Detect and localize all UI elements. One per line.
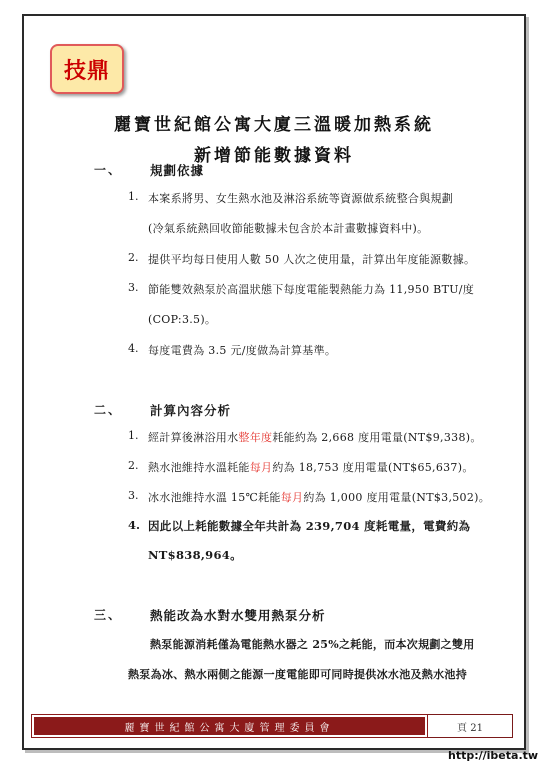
section3-heading: 熱能改為水對水雙用熱泵分析 — [150, 608, 326, 623]
document-page — [22, 14, 526, 750]
s1-item3-text: 節能雙效熱泵於高溫狀態下每度電能製熱能力為 11,950 BTU/度 — [148, 283, 475, 296]
s2-item3-num: 3. — [128, 489, 139, 502]
highlight-text: 每月 — [280, 491, 304, 504]
document-subtitle: 新增節能數據資料 — [194, 146, 354, 166]
company-logo — [50, 44, 124, 94]
logo-text: 技鼎 — [63, 58, 110, 84]
s2-item3-text: 冰水池維持水溫 15℃耗能每月約為 1,000 度用電量(NT$3,502)。 — [148, 491, 491, 504]
s1-item4-text: 每度電費為 3.5 元/度做為計算基準。 — [148, 344, 337, 357]
s1-item4-num: 4. — [128, 342, 139, 355]
s1-item1-cont: (冷氣系統熱回收節能數據未包含於本計畫數據資料中)。 — [148, 222, 429, 235]
s3-para-line2: 熱泵為冰、熱水兩側之能源一度電能即可同時提供冰水池及熱水池持 — [128, 668, 467, 681]
s1-item3-num: 3. — [128, 281, 139, 294]
s1-item1-num: 1. — [128, 190, 139, 203]
s1-item3-cont: (COP:3.5)。 — [148, 313, 217, 326]
s2-item4-text: 因此以上耗能數據全年共計為 239,704 度耗電量，電費約為 — [148, 519, 471, 533]
section1-number: 一、 — [94, 163, 123, 177]
s2-item2-text: 熱水池維持水溫耗能每月約為 18,753 度用電量(NT$65,637)。 — [148, 461, 474, 474]
s2-item4-cont: NT$838,964。 — [148, 548, 242, 562]
footer-organization: 麗寶世紀館公寓大廈管理委員會 — [32, 715, 427, 737]
section2-heading: 計算內容分析 — [150, 403, 232, 418]
watermark-url: http://ibeta.tw — [448, 749, 539, 762]
s1-item2-text: 提供平均每日使用人數 50 人次之使用量，計算出年度能源數據。 — [148, 253, 476, 266]
page-number: 頁 21 — [427, 715, 512, 737]
s2-item1-text: 經計算後淋浴用水整年度耗能約為 2,668 度用電量(NT$9,338)。 — [148, 431, 482, 444]
s2-item4-num: 4. — [128, 518, 141, 532]
section3-number: 三、 — [94, 608, 123, 622]
s2-item1-num: 1. — [128, 429, 139, 442]
document-title: 麗寶世紀館公寓大廈三溫暖加熱系統 — [114, 115, 434, 135]
s1-item2-num: 2. — [128, 251, 139, 264]
highlight-text: 每月 — [249, 461, 273, 474]
s1-item1-text: 本案系將男、女生熱水池及淋浴系統等資源做系統整合與規劃 — [148, 192, 454, 205]
s3-para-line1: 熱泵能源消耗僅為電能熱水器之 25%之耗能，而本次規劃之雙用 — [150, 638, 475, 651]
section1-heading: 規劃依據 — [150, 163, 205, 178]
s2-item2-num: 2. — [128, 459, 139, 472]
highlight-text: 整年度 — [238, 431, 273, 444]
section2-number: 二、 — [94, 403, 123, 417]
page-footer — [31, 714, 513, 738]
